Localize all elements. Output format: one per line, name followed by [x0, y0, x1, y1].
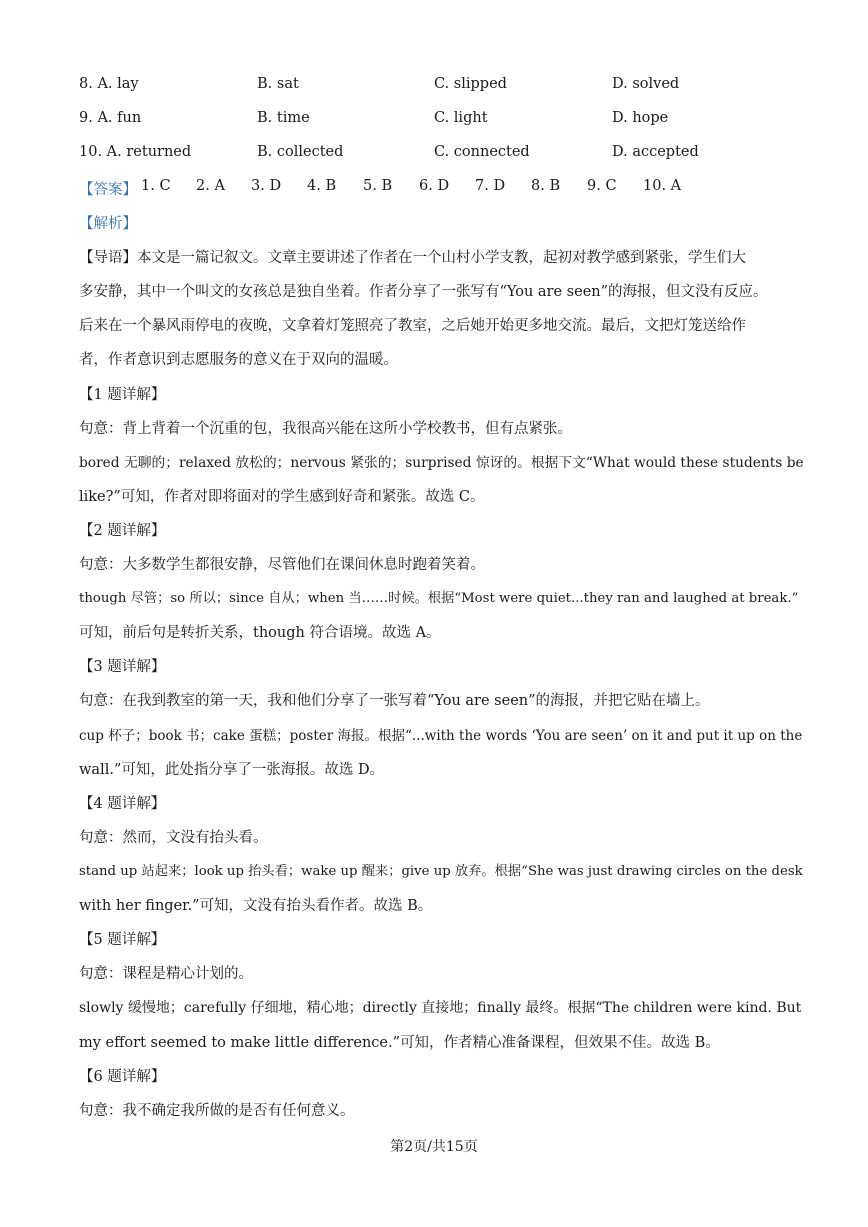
text-line: wall.”可知，此处指分享了一张海报。故选 D。	[79, 762, 385, 778]
answer-item: 5. B	[363, 178, 393, 194]
option-c: C. light	[434, 110, 488, 126]
analysis-label: 【解析】	[79, 216, 137, 232]
page-footer: 第2页/共15页	[390, 1139, 478, 1155]
text-line: 【导语】本文是一篇记叙文。文章主要讲述了作者在一个山村小学支教，起初对教学感到紧张，学生们大	[79, 250, 746, 266]
text-line: slowly 缓慢地；carefully 仔细地，精心地；directly 直接地；finally 最终。根据“The children were kind. But	[79, 1000, 802, 1016]
answer-item: 7. D	[475, 178, 506, 194]
option-c: C. connected	[434, 144, 530, 160]
text-line: 多安静，其中一个叫文的女孩总是独自坐着。作者分享了一张写有“You are seen”的海报，但文没有反应。	[79, 284, 768, 300]
answer-item: 4. B	[307, 178, 337, 194]
answer-item: 3. D	[251, 178, 282, 194]
text-line: 可知，前后句是转折关系，though 符合语境。故选 A。	[79, 625, 441, 641]
answer-item: 1. C	[141, 178, 171, 194]
section-heading: 【3 题详解】	[79, 659, 166, 675]
text-line: cup 杯子；book 书；cake 蛋糕；poster 海报。根据“...with the words ‘You are seen’ on it and put it up on the	[79, 728, 803, 744]
section-heading: 【1 题详解】	[79, 387, 166, 403]
text-line: 后来在一个暴风雨停电的夜晚，文拿着灯笼照亮了教室，之后她开始更多地交流。最后，文把灯笼送给作	[79, 318, 746, 334]
section-heading: 【2 题详解】	[79, 523, 166, 539]
option-d: D. solved	[612, 76, 680, 92]
section-heading: 【6 题详解】	[79, 1069, 166, 1085]
option-b: B. collected	[257, 144, 344, 160]
option-b: B. sat	[257, 76, 299, 92]
text-line: stand up 站起来；look up 抬头看；wake up 醒来；give up 放弃。根据“She was just drawing circles on the desk	[79, 864, 803, 879]
answer-item: 8. B	[531, 178, 561, 194]
text-line: my effort seemed to make little difference.”可知，作者精心准备课程，但效果不佳。故选 B。	[79, 1035, 720, 1051]
text-line: 句意：我不确定我所做的是否有任何意义。	[79, 1103, 355, 1119]
answer-item: 6. D	[419, 178, 450, 194]
text-line: with her finger.”可知，文没有抬头看作者。故选 B。	[79, 898, 433, 914]
option-a: 10. A. returned	[79, 144, 192, 160]
text-line: 句意：大多数学生都很安静，尽管他们在课间休息时跑着笑着。	[79, 557, 485, 573]
section-heading: 【5 题详解】	[79, 932, 166, 948]
text-line: bored 无聊的；relaxed 放松的；nervous 紧张的；surprised 惊讶的。根据下文“What would these students be	[79, 455, 804, 471]
text-line: like?”可知，作者对即将面对的学生感到好奇和紧张。故选 C。	[79, 489, 485, 505]
text-line: 句意：课程是精心计划的。	[79, 966, 253, 982]
answer-item: 9. C	[587, 178, 617, 194]
answer-item: 10. A	[643, 178, 682, 194]
answer-label: 【答案】	[79, 182, 137, 198]
text-line: 句意：背上背着一个沉重的包，我很高兴能在这所小学校教书，但有点紧张。	[79, 421, 572, 437]
text-line: 句意：然而，文没有抬头看。	[79, 830, 268, 846]
answer-item: 2. A	[196, 178, 225, 194]
text-line: though 尽管；so 所以；since 自从；when 当……时候。根据“Most were quiet...they ran and laughed at break.”	[79, 591, 799, 606]
text-line: 者，作者意识到志愿服务的意义在于双向的温暖。	[79, 352, 398, 368]
option-b: B. time	[257, 110, 310, 126]
option-d: D. accepted	[612, 144, 699, 160]
option-a: 9. A. fun	[79, 110, 142, 126]
text-line: 句意：在我到教室的第一天，我和他们分享了一张写着“You are seen”的海报，并把它贴在墙上。	[79, 693, 710, 709]
option-d: D. hope	[612, 110, 669, 126]
option-c: C. slipped	[434, 76, 507, 92]
section-heading: 【4 题详解】	[79, 796, 166, 812]
option-a: 8. A. lay	[79, 76, 139, 92]
